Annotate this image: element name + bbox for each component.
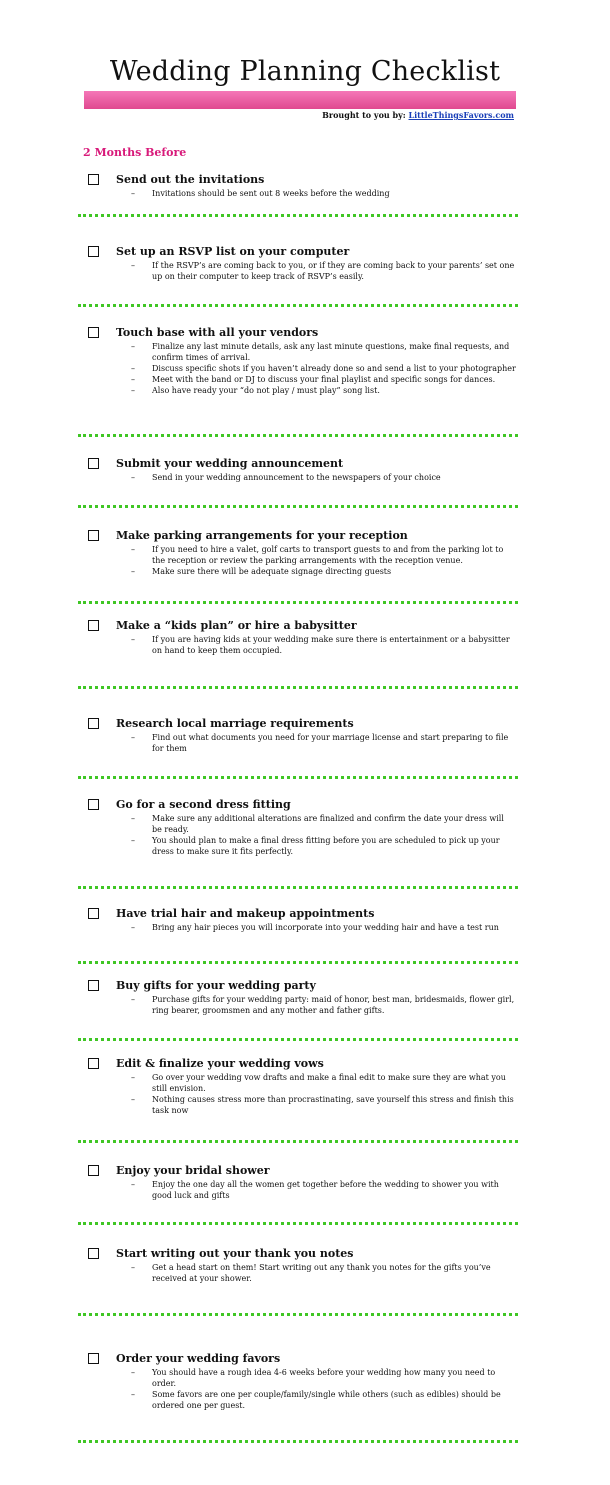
item-checkbox[interactable] bbox=[88, 718, 99, 729]
detail-text: – Send in your wedding announcement to the newspapers of your choice bbox=[131, 472, 516, 483]
title-accent-bar bbox=[84, 91, 516, 109]
item-checkbox[interactable] bbox=[88, 1058, 99, 1069]
item-checkbox[interactable] bbox=[88, 530, 99, 541]
detail-text: – If you need to hire a valet, golf carts to transport guests to and from the parking lot to the reception or review the parking arrangements with the reception venue. bbox=[131, 544, 516, 566]
item-title: Go for a second dress fitting bbox=[116, 798, 291, 811]
detail-text: – Get a head start on them! Start writing out any thank you notes for the gifts you’ve received at your shower. bbox=[131, 1262, 516, 1284]
item-checkbox[interactable] bbox=[88, 458, 99, 469]
item-checkbox[interactable] bbox=[88, 1165, 99, 1176]
item-title: Make parking arrangements for your reception bbox=[116, 529, 408, 542]
detail-text: – Finalize any last minute details, ask any last minute questions, make final requests, and confirm times of arrival. bbox=[131, 341, 516, 363]
section-heading: 2 Months Before bbox=[83, 146, 187, 159]
item-details bbox=[131, 260, 516, 282]
item-details bbox=[131, 341, 516, 396]
item-checkbox[interactable] bbox=[88, 980, 99, 991]
detail-text: – You should plan to make a final dress fitting before you are scheduled to pick up your dress to make sure it fits perfectly. bbox=[131, 835, 516, 857]
item-title: Have trial hair and makeup appointments bbox=[116, 907, 375, 920]
item-title: Touch base with all your vendors bbox=[116, 326, 319, 339]
detail-text: – Also have ready your “do not play / must play” song list. bbox=[131, 385, 516, 396]
detail-text: – Some favors are one per couple/family/single while others (such as edibles) should be ordered one per guest. bbox=[131, 1389, 516, 1411]
item-details bbox=[131, 994, 516, 1016]
dotted-separator bbox=[78, 961, 518, 964]
detail-text: – If the RSVP’s are coming back to you, or if they are coming back to your parents’ set one up on their computer to keep track of RSVP’s easily. bbox=[131, 260, 516, 282]
detail-text: – Make sure any additional alterations are finalized and confirm the date your dress will be ready. bbox=[131, 813, 516, 835]
item-details bbox=[131, 544, 516, 577]
detail-text: – Bring any hair pieces you will incorporate into your wedding hair and have a test run bbox=[131, 922, 516, 933]
item-checkbox[interactable] bbox=[88, 174, 99, 185]
item-title: Order your wedding favors bbox=[116, 1352, 281, 1365]
dotted-separator bbox=[78, 214, 518, 217]
dotted-separator bbox=[78, 304, 518, 307]
dotted-separator bbox=[78, 776, 518, 779]
dotted-separator bbox=[78, 686, 518, 689]
detail-text: – Nothing causes stress more than procrastinating, save yourself this stress and finish this task now bbox=[131, 1094, 516, 1116]
detail-text: – Find out what documents you need for your marriage license and start preparing to file for them bbox=[131, 732, 516, 754]
item-details bbox=[131, 1072, 516, 1116]
item-details bbox=[131, 1179, 516, 1201]
item-details bbox=[131, 813, 516, 857]
item-title: Buy gifts for your wedding party bbox=[116, 979, 316, 992]
item-title: Edit & finalize your wedding vows bbox=[116, 1057, 324, 1070]
item-title: Research local marriage requirements bbox=[116, 717, 354, 730]
item-details bbox=[131, 1262, 516, 1284]
item-checkbox[interactable] bbox=[88, 1353, 99, 1364]
item-details bbox=[131, 472, 516, 483]
item-title: Send out the invitations bbox=[116, 173, 265, 186]
item-title: Enjoy your bridal shower bbox=[116, 1164, 270, 1177]
dotted-separator bbox=[78, 1222, 518, 1225]
detail-text: – Go over your wedding vow drafts and make a final edit to make sure they are what you still envision. bbox=[131, 1072, 516, 1094]
dotted-separator bbox=[78, 1038, 518, 1041]
dotted-separator bbox=[78, 886, 518, 889]
site-link[interactable]: LittleThingsFavors.com bbox=[408, 110, 514, 120]
brought-to-you-line bbox=[322, 110, 514, 121]
dotted-separator bbox=[78, 1140, 518, 1143]
detail-text: – You should have a rough idea 4-6 weeks before your wedding how many you need to order. bbox=[131, 1367, 516, 1389]
page-title: Wedding Planning Checklist bbox=[109, 56, 501, 87]
dotted-separator bbox=[78, 434, 518, 437]
item-details bbox=[131, 188, 516, 199]
item-title: Start writing out your thank you notes bbox=[116, 1247, 354, 1260]
detail-text: – Discuss specific shots if you haven’t already done so and send a list to your photographer bbox=[131, 363, 516, 374]
item-title: Make a “kids plan” or hire a babysitter bbox=[116, 619, 357, 632]
brought-prefix: Brought to you by: bbox=[322, 110, 409, 120]
item-details bbox=[131, 1367, 516, 1411]
dotted-separator bbox=[78, 1313, 518, 1316]
item-checkbox[interactable] bbox=[88, 908, 99, 919]
dotted-separator bbox=[78, 505, 518, 508]
detail-text: – Purchase gifts for your wedding party: maid of honor, best man, bridesmaids, flower girl, ring bearer, groomsmen and any mother and father gifts. bbox=[131, 994, 516, 1016]
detail-text: – Invitations should be sent out 8 weeks before the wedding bbox=[131, 188, 516, 199]
detail-text: – Enjoy the one day all the women get together before the wedding to shower you with good luck and gifts bbox=[131, 1179, 516, 1201]
item-checkbox[interactable] bbox=[88, 1248, 99, 1259]
item-details bbox=[131, 634, 516, 656]
item-details bbox=[131, 732, 516, 754]
detail-text: – Meet with the band or DJ to discuss your final playlist and specific songs for dances. bbox=[131, 374, 516, 385]
detail-text: – Make sure there will be adequate signage directing guests bbox=[131, 566, 516, 577]
item-title: Set up an RSVP list on your computer bbox=[116, 245, 350, 258]
detail-text: – If you are having kids at your wedding make sure there is entertainment or a babysitter on hand to keep them occupied. bbox=[131, 634, 516, 656]
item-checkbox[interactable] bbox=[88, 799, 99, 810]
dotted-separator bbox=[78, 601, 518, 604]
item-details bbox=[131, 922, 516, 933]
item-checkbox[interactable] bbox=[88, 620, 99, 631]
item-checkbox[interactable] bbox=[88, 327, 99, 338]
item-title: Submit your wedding announcement bbox=[116, 457, 344, 470]
dotted-separator bbox=[78, 1440, 518, 1443]
item-checkbox[interactable] bbox=[88, 246, 99, 257]
